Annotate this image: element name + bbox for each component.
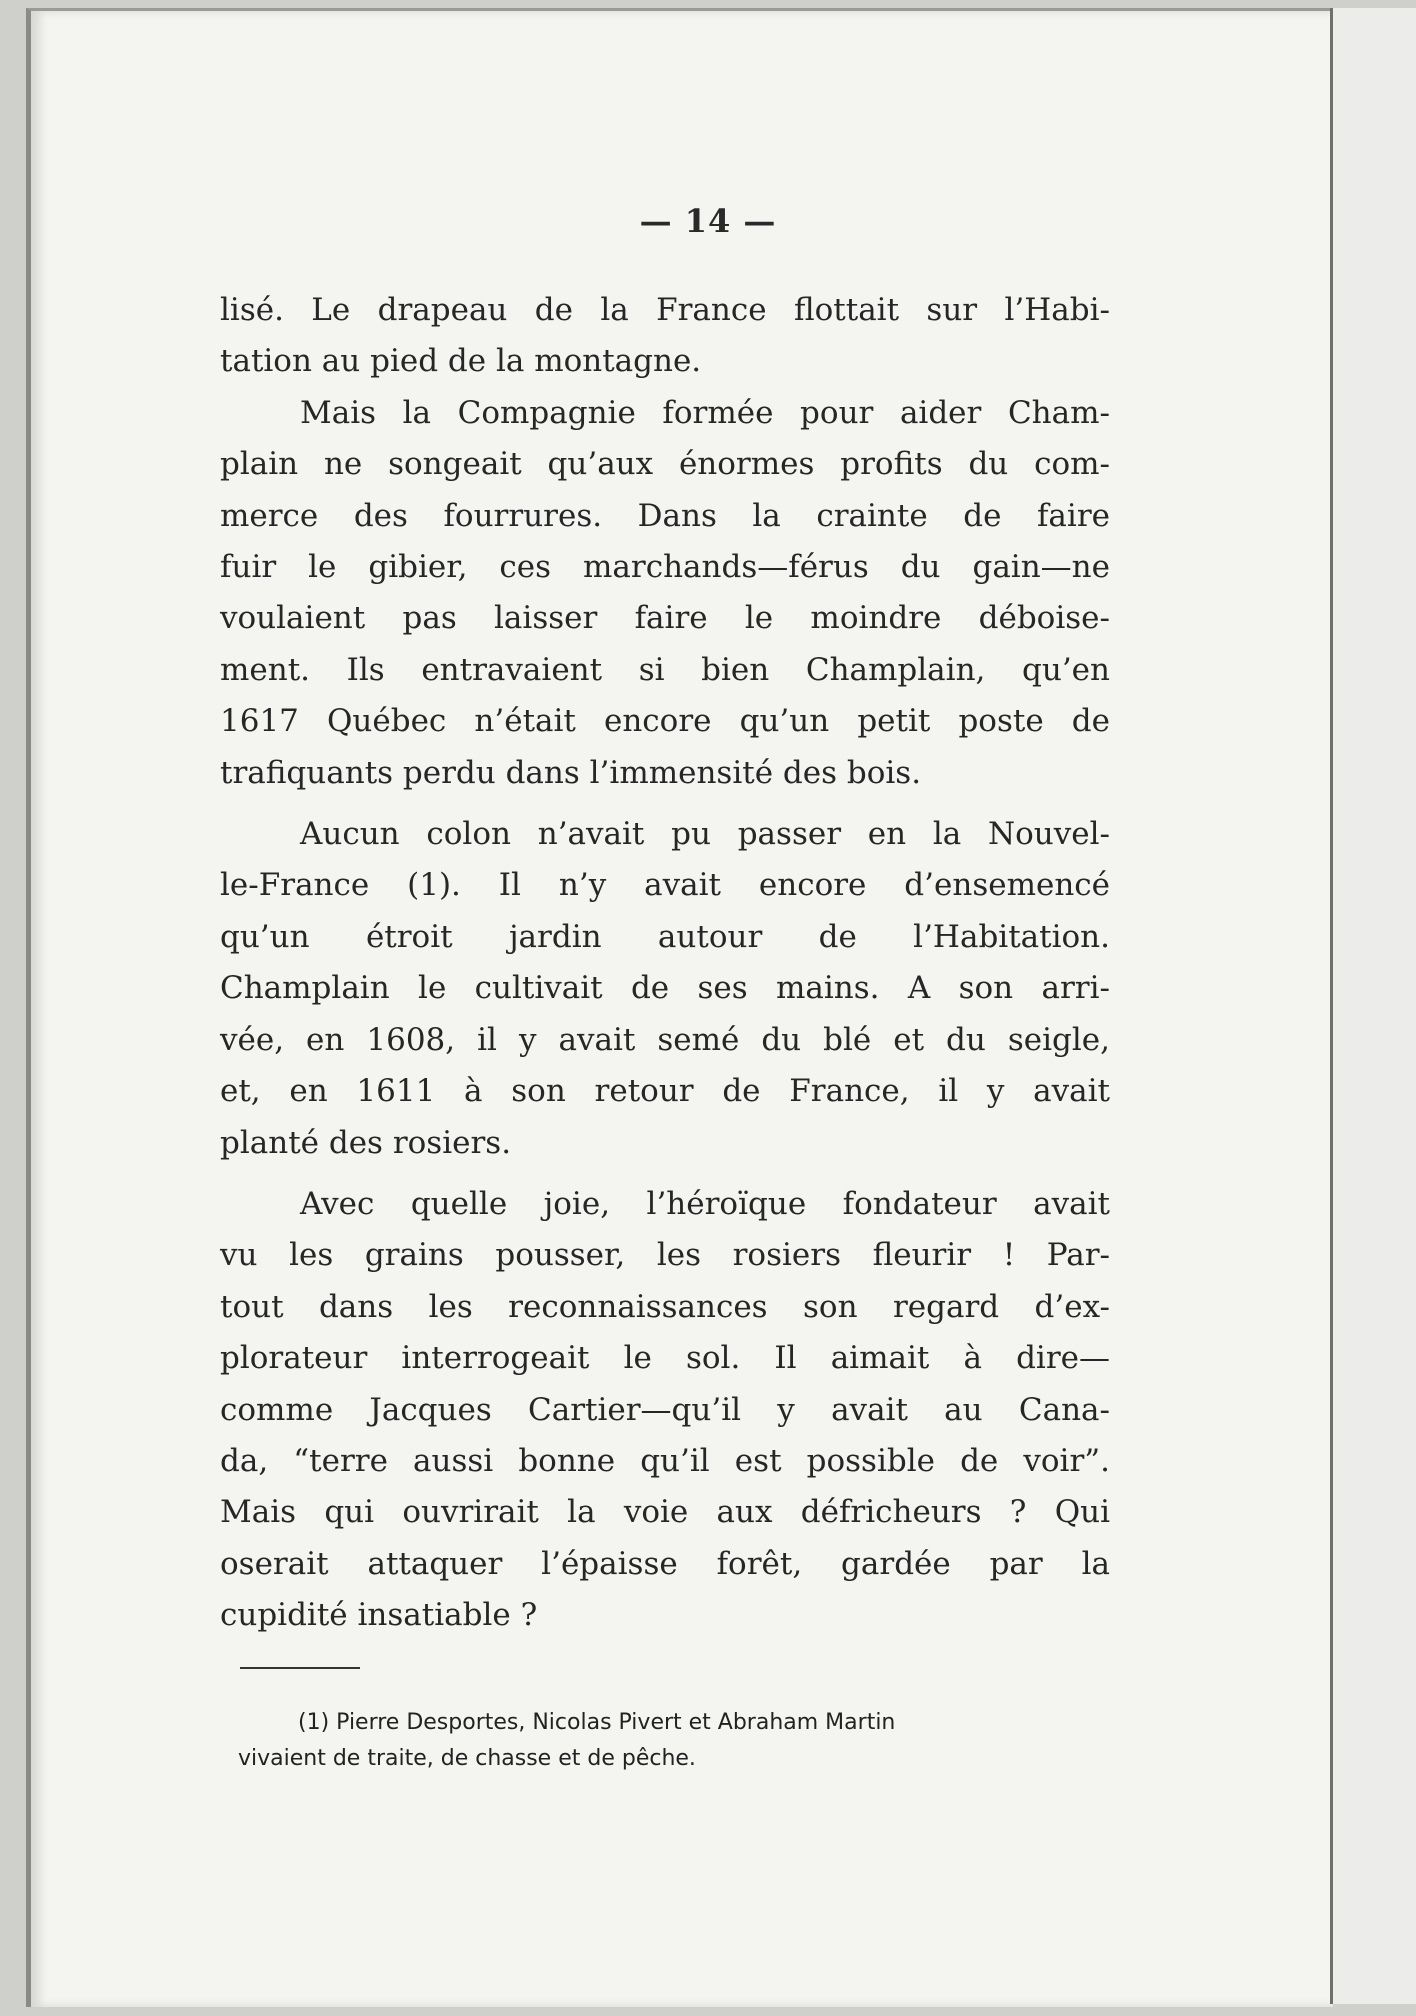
text-line: lisé. Le drapeau de la France flottait sur l’Habi- [220,292,1110,328]
text-line: plorateur interrogeait le sol. Il aimait à dire— [220,1340,1110,1377]
text-line: ment. Ils entravaient si bien Champlain, qu’en [220,651,1110,688]
text-line: trafiquants perdu dans l’immensité des bois. [220,754,922,791]
text-line: fuir le gibier, ces marchands—férus du gain—ne [220,549,1110,586]
text-line: 1617 Québec n’était encore qu’un petit poste de [220,703,1110,740]
text-line: Avec quelle joie, l’héroïque fondateur avait [300,1185,1110,1222]
text-line: da, “terre aussi bonne qu’il est possible de voir”. [220,1442,1110,1479]
body-text [220,285,1110,1642]
text-line: Aucun colon n’avait pu passer en la Nouvel- [300,816,1110,853]
text-line: le-France (1). Il n’y avait encore d’ensemencé [220,867,1110,904]
text-line: comme Jacques Cartier—qu’il y avait au Cana- [220,1391,1110,1428]
text-line: merce des fourrures. Dans la crainte de faire [220,497,1110,534]
adjacent-page-edge [1330,8,1416,2004]
text-line: tation au pied de la montagne. [220,343,702,380]
footnote-line: (1) Pierre Desportes, Nicolas Pivert et Abraham Martin [298,1710,896,1735]
text-line: vée, en 1608, il y avait semé du blé et du seigle, [220,1021,1110,1058]
text-line: oserait attaquer l’épaisse forêt, gardée par la [220,1545,1110,1582]
footnote-line: vivaient de traite, de chasse et de pêche. [238,1746,696,1771]
text-line: voulaient pas laisser faire le moindre déboise- [220,600,1110,637]
text-line: Champlain le cultivait de ses mains. A son arri- [220,970,1110,1007]
text-line: vu les grains pousser, les rosiers fleurir ! Par- [220,1237,1110,1274]
page-number: — 14 — [639,202,777,240]
text-line: plain ne songeait qu’aux énormes profits du com- [220,446,1110,483]
text-line: Mais qui ouvrirait la voie aux défricheurs ? Qui [220,1494,1110,1531]
text-line: et, en 1611 à son retour de France, il y avait [220,1073,1110,1110]
footnote [238,1705,1133,1777]
text-line: tout dans les reconnaissances son regard d’ex- [220,1288,1110,1325]
footnote-divider [240,1667,360,1669]
text-line: cupidité insatiable ? [220,1597,538,1634]
text-line: Mais la Compagnie formée pour aider Cham- [300,394,1110,431]
text-line: planté des rosiers. [220,1124,512,1161]
text-line: qu’un étroit jardin autour de l’Habitation. [220,918,1110,955]
